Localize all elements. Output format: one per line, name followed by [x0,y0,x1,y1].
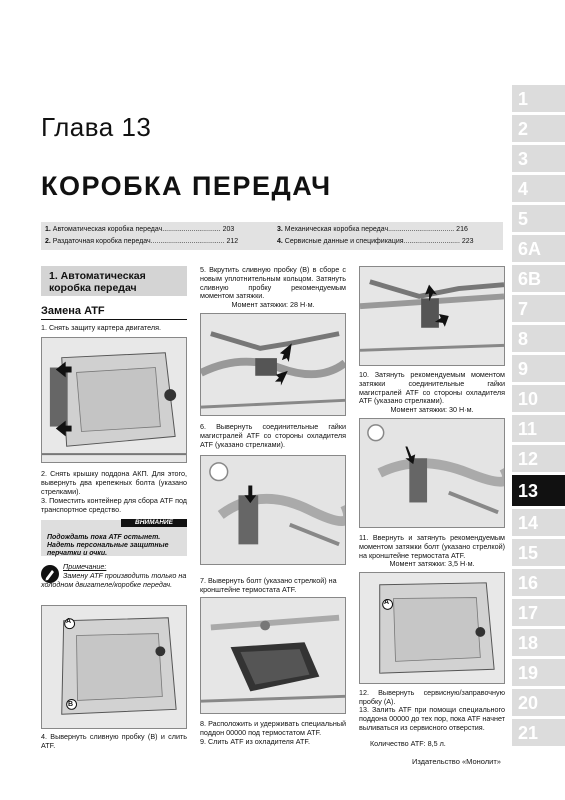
warning-tag: ВНИМАНИЕ [121,519,187,527]
tab-chapter-20[interactable]: 20 [512,688,565,716]
toc-item[interactable] [277,225,468,235]
step-8: 8. Расположить и удерживать специальный поддон 00000 под термостатом ATF. [200,719,346,737]
tab-chapter-16[interactable]: 16 [512,568,565,596]
section-heading: 1. Автоматическая коробка передач [41,266,187,296]
toc-page: 203 [222,226,235,233]
tab-chapter-1[interactable]: 1 [512,84,565,112]
step-11-torque: Момент затяжки: 3,5 Н·м. [389,559,475,568]
toc-page: 212 [226,238,239,245]
toc-text: Сервисные данные и спецификация............................. [284,238,460,245]
step-1: 1. Снять защиту картера двигателя. [41,323,161,332]
tab-chapter-3[interactable]: 3 [512,144,565,172]
tab-chapter-11[interactable]: 11 [512,414,565,442]
atf-quantity: Количество ATF: 8,5 л. [370,739,446,748]
tab-chapter-7[interactable]: 7 [512,294,565,322]
callout-a: A [384,599,390,606]
toc-num: 4. [277,238,283,245]
chapter-title [41,171,332,202]
toc-num: 1. [45,226,51,233]
toc-item[interactable] [277,237,474,247]
tab-chapter-10[interactable]: 10 [512,384,565,412]
photo-cooler-nuts [359,266,505,366]
warning-text: Подождать пока ATF остынет. Надеть персональные защитные перчатки и очки. [47,534,169,557]
step-11: 11. Ввернуть и затянуть рекомендуемым моментом затяжки болт (указано стрелкой) на кронштейне термостата ATF. [359,533,505,560]
note-label: Примечание: [63,562,107,571]
tab-chapter-2[interactable]: 2 [512,114,565,142]
tab-chapter-13[interactable]: 13 [512,474,565,506]
photo-cooler-lines [200,313,346,416]
photo-transmission-pan [41,337,187,463]
toc-item[interactable] [45,225,234,235]
tab-chapter-18[interactable]: 18 [512,628,565,656]
photo-thermostat-bracket [200,455,346,565]
step-10: 10. Затянуть рекомендуемым моментом затяжки соединительные гайки магистралей ATF со стороны охладителя ATF (указано стрелками). [359,370,505,406]
tab-chapter-8[interactable]: 8 [512,324,565,352]
tab-chapter-6a[interactable]: 6A [512,234,565,262]
step-13: 13. Залить ATF при помощи специального поддона 00000 до тех пор, пока ATF начнет выливаться из сервисного отверстия. [359,705,505,732]
toc-item[interactable] [45,237,238,247]
callout-a: A [66,618,72,625]
tab-chapter-6b[interactable]: 6B [512,264,565,292]
tab-chapter-19[interactable]: 19 [512,658,565,686]
table-of-contents [41,222,503,250]
step-6: 6. Вывернуть соединительные гайки магистралей ATF со стороны охладителя ATF (указано стрелками). [200,422,346,449]
tab-chapter-12[interactable]: 12 [512,444,565,472]
tab-chapter-17[interactable]: 17 [512,598,565,626]
step-10-torque: Момент затяжки: 30 Н·м. [390,405,474,414]
tab-chapter-21[interactable]: 21 [512,718,565,746]
chapter-title-text: КОРОБКА ПЕРЕДАЧ [41,171,332,201]
step-7: 7. Вывернуть болт (указано стрелкой) на кронштейне термостата ATF. [200,576,337,594]
photo-fill-plug [359,572,505,684]
step-12: 12. Вывернуть сервисную/заправочную пробку (A). [359,688,505,706]
toc-num: 2. [45,238,51,245]
step-9: 9. Слить ATF из охладителя ATF. [200,737,310,746]
photo-drain-plug [41,605,187,729]
chapter-label: Глава 13 [41,112,152,142]
tab-chapter-4[interactable]: 4 [512,174,565,202]
note-text: Замену ATF производить только на холодном двигателе/коробке передач. [41,571,187,589]
photo-special-tray [200,597,346,714]
photo-thermostat-bolt [359,418,505,528]
tab-chapter-5[interactable]: 5 [512,204,565,232]
subsection-title: Замена ATF [41,305,187,320]
step-5-torque: Момент затяжки: 28 Н·м. [231,300,315,309]
step-4: 4. Вывернуть сливную пробку (B) и слить ATF. [41,732,187,750]
step-2: 2. Снять крышку поддона АКП. Для этого, вывернуть два крепежных болта (указано стрелками). [41,469,187,496]
toc-page: 216 [456,226,468,233]
tab-chapter-9[interactable]: 9 [512,354,565,382]
step-5: 5. Вкрутить сливную пробку (B) в сборе с новым уплотнительным кольцом. Затянуть сливную пробку рекомендуемым моментом затяжки. [200,265,346,301]
toc-num: 3. [277,226,283,233]
tab-chapter-15[interactable]: 15 [512,538,565,566]
toc-text: Механическая коробка передач.................................. [284,226,455,233]
toc-text: Автоматическая коробка передач.............................. [52,226,221,233]
toc-page: 223 [461,238,474,245]
step-3: 3. Поместить контейнер для сбора ATF под транспортное средство. [41,496,187,514]
tab-chapter-14[interactable]: 14 [512,508,565,536]
footer-publisher: Издательство «Монолит» [412,757,501,766]
toc-text: Раздаточная коробка передач...................................... [52,238,225,245]
callout-b: B [68,701,74,708]
